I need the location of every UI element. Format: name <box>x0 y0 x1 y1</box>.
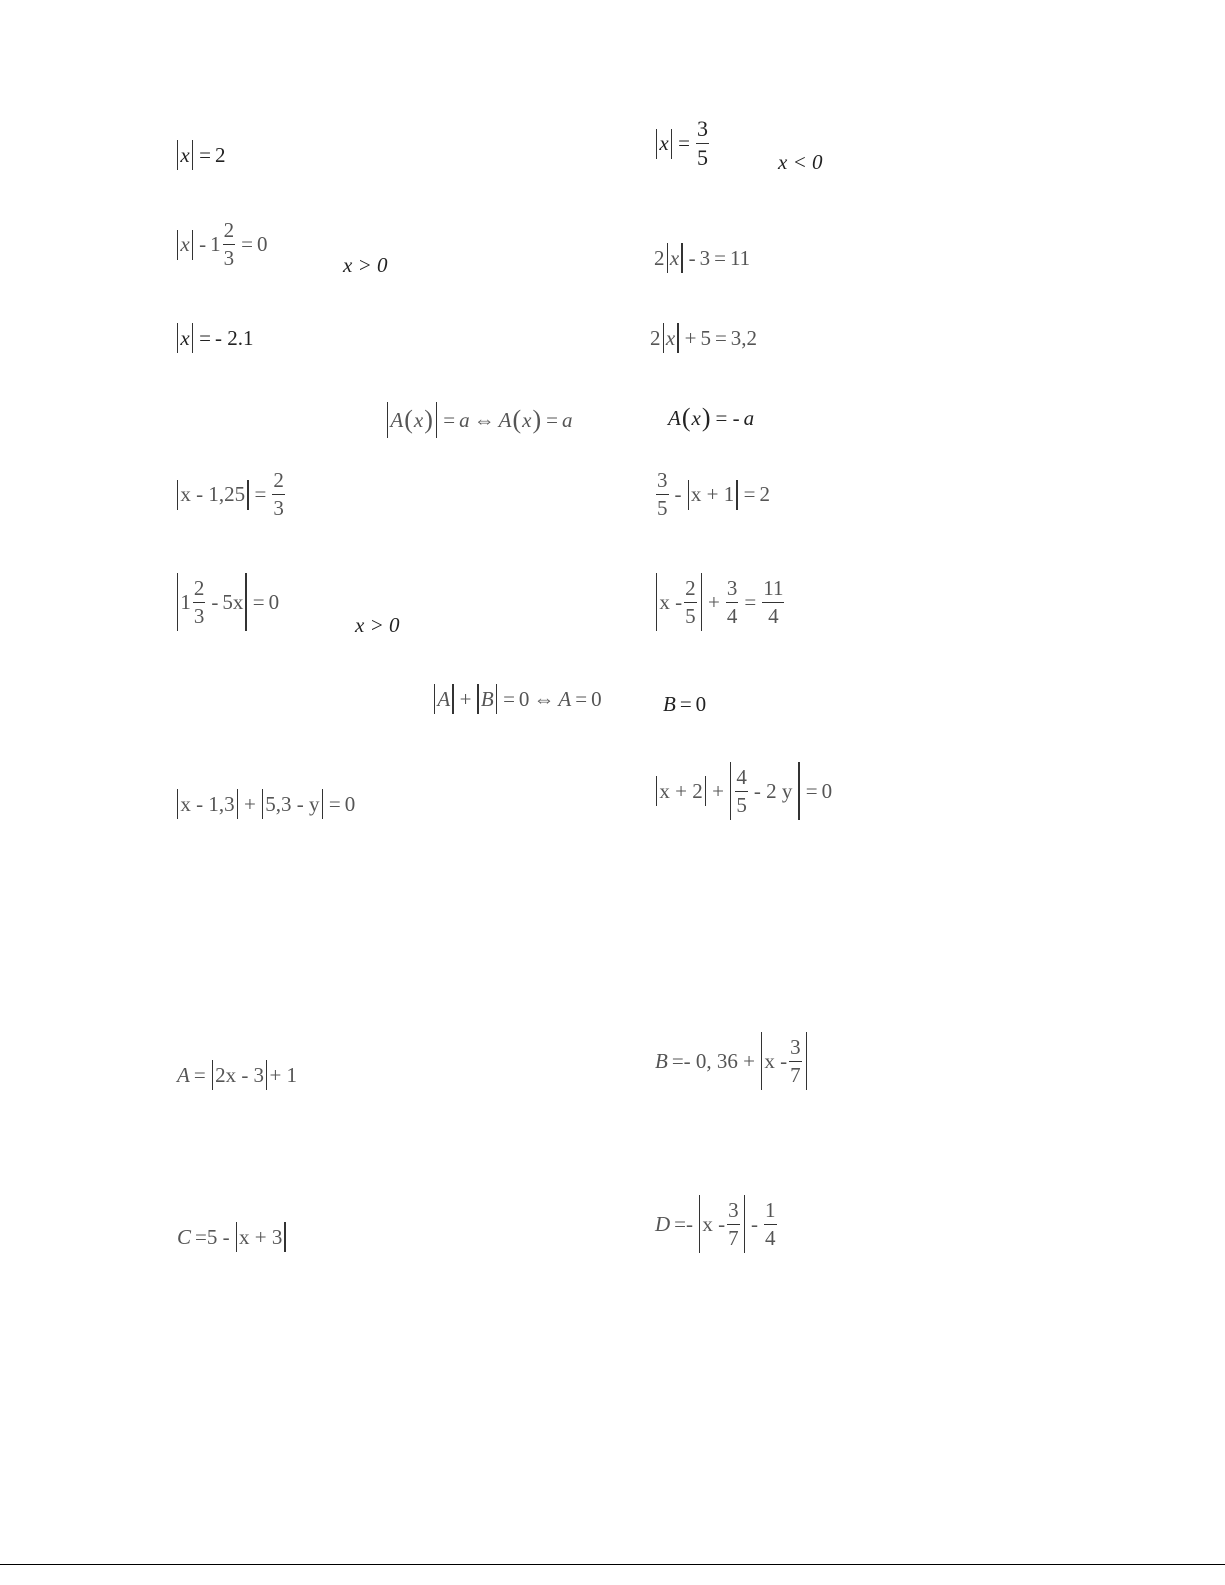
fraction: $\frac{3}{5}$ <box>696 116 708 170</box>
condition-2: x < 0 <box>778 150 823 174</box>
equation-8: $\frac{3}{5}$ - x + 1 = 2 <box>657 468 770 520</box>
fraction: $\frac{1}{4}$ <box>765 1197 776 1250</box>
fraction: $\frac{3}{7}$ <box>790 1034 801 1087</box>
fraction: $\frac{2}{3}$ <box>273 468 284 520</box>
equation-3: x - 1 $\frac{2}{3}$ = 0 <box>175 220 267 269</box>
fraction: $\frac{3}{5}$ <box>657 468 668 520</box>
equation-4: 2 x - 3 = 11 <box>654 243 750 273</box>
expression-d: D =- x - $\frac{3}{7}$ - $\frac{1}{4}$ <box>655 1195 779 1253</box>
fraction: $\frac{2}{5}$ <box>685 575 696 628</box>
page-bottom-rule <box>0 1564 1225 1565</box>
equation-7: x - 1,25 = $\frac{2}{3}$ <box>175 470 287 519</box>
equation-9: 1 $\frac{2}{3}$ - 5x = 0 <box>175 573 279 631</box>
expression-b: B =- 0, 36 + x - $\frac{3}{7}$ <box>655 1032 809 1090</box>
equation-6: 2 x + 5 = 3,2 <box>650 323 757 353</box>
rule-alternative: A ( x ) = - a <box>668 403 755 432</box>
equation-11: x - 1,3 + 5,3 - y = 0 <box>175 789 355 819</box>
fraction: $\frac{4}{5}$ <box>736 764 747 817</box>
fraction: $\frac{2}{3}$ <box>193 575 205 628</box>
equation-5: x = - 2.1 <box>175 323 253 353</box>
expression-c: C =5 - x + 3 <box>177 1222 288 1252</box>
equation-1: x = 2 <box>175 140 225 170</box>
rule-sum-second: B = 0 <box>663 692 707 716</box>
fraction: $\frac{11}{4}$ <box>763 575 784 628</box>
fraction: $\frac{3}{4}$ <box>726 575 738 628</box>
condition-3: x > 0 <box>343 253 388 277</box>
fraction: $\frac{3}{7}$ <box>728 1197 739 1250</box>
equation-2: x = $\frac{3}{5}$ <box>654 118 711 169</box>
condition-9: x > 0 <box>355 613 400 637</box>
rule-sum-of-absolutes: A + B = 0 ⇔ A = 0 <box>432 684 602 714</box>
equation-10: x - $\frac{2}{5}$ + $\frac{3}{4}$ = $\frac{11}{4}$ <box>654 573 786 631</box>
equation-12: x + 2 + $\frac{4}{5}$ - 2 y = 0 <box>654 762 832 820</box>
expression-a: A = 2x - 3 + 1 <box>177 1060 297 1090</box>
fraction: $\frac{2}{3}$ <box>223 218 235 270</box>
rule-absolute-equation: A ( x ) = a ⇔ A ( x ) = a <box>385 402 572 438</box>
